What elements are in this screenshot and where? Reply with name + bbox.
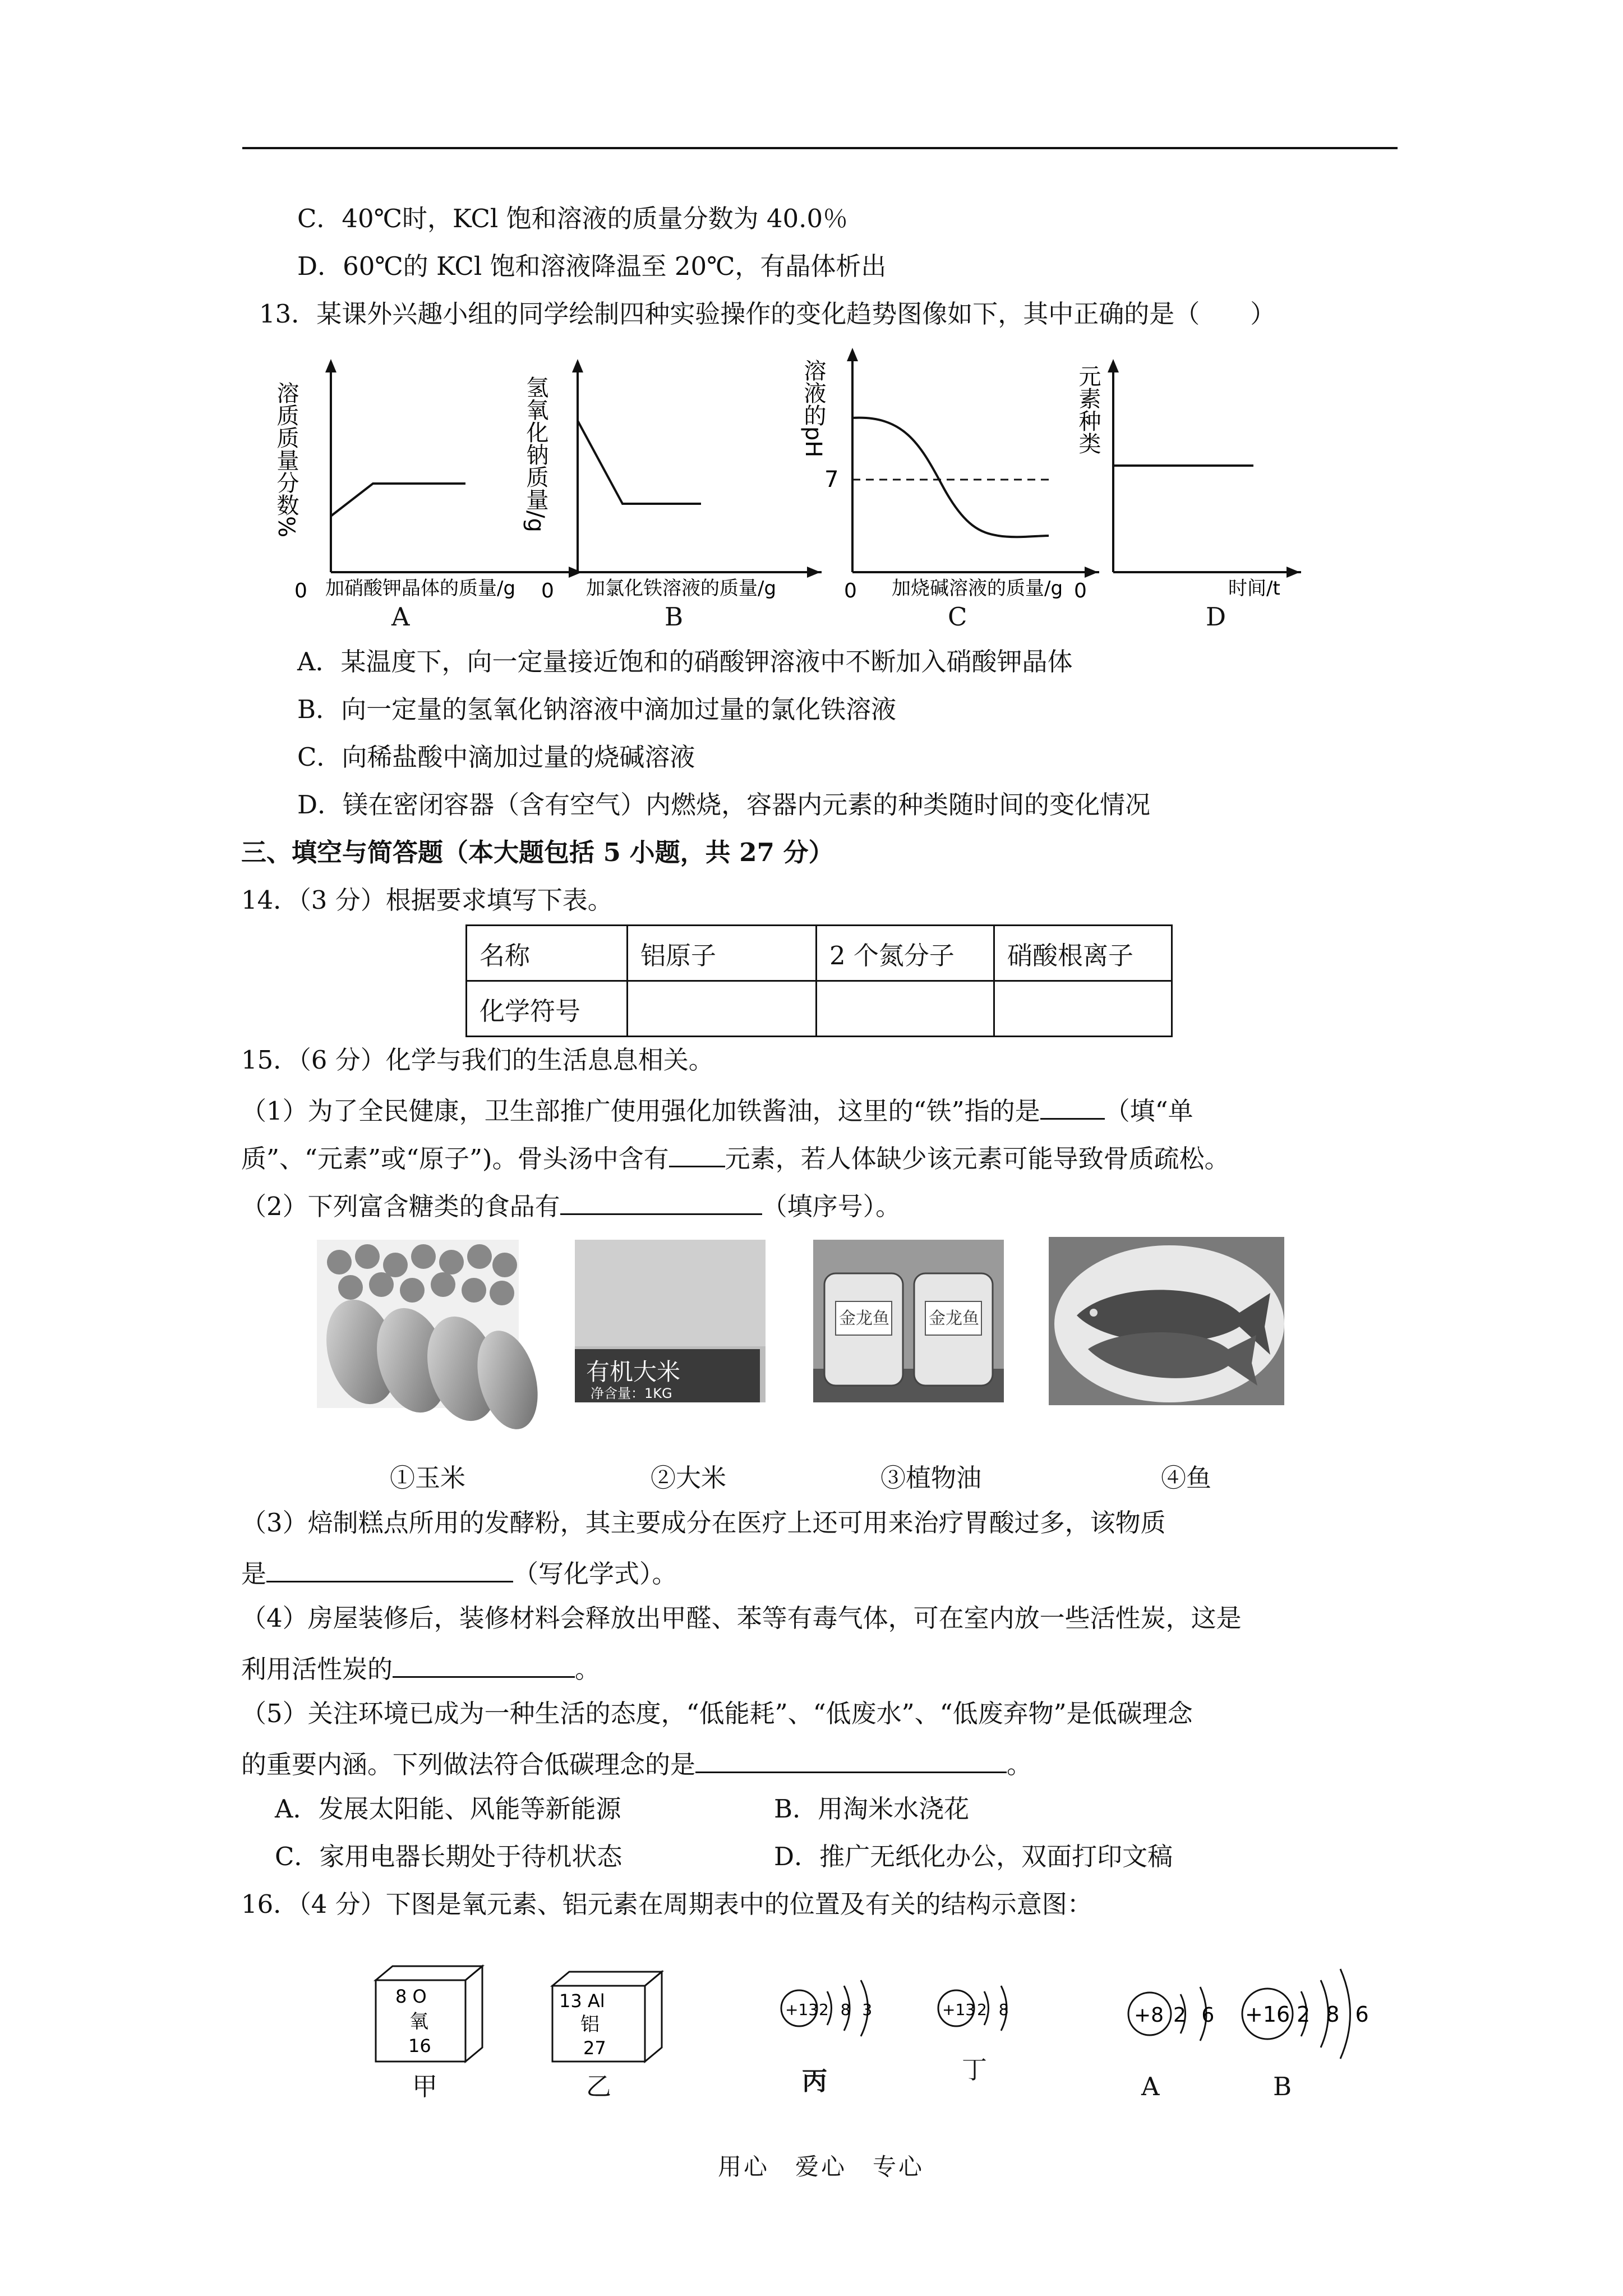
oil-label-1: 金龙鱼 — [839, 1309, 889, 1328]
box1-top: 8 O — [395, 1986, 427, 2007]
graph-a-ylabel: 溶质质量分数% — [273, 381, 299, 538]
table-row — [467, 981, 1172, 1037]
food-label-4: ④鱼 — [1161, 1463, 1212, 1493]
element-box-aluminum — [547, 1969, 681, 2081]
graph-c-ylabel: 溶液的pH — [800, 359, 826, 458]
blank-3[interactable] — [560, 1186, 762, 1215]
rice-sublabel: 净含量：1KG — [591, 1386, 672, 1401]
graph-b-origin: 0 — [541, 579, 554, 602]
graph-a-letter: A — [391, 602, 410, 632]
q15-part1-line1: （1）为了全民健康，卫生部推广使用强化加铁酱油，这里的“铁”指的是 （填“单 — [241, 1091, 1193, 1128]
atom-bing-label: 丙 — [802, 2066, 828, 2096]
blank-5[interactable] — [393, 1649, 575, 1678]
q15-part3-line2: 是 （写化学式）。 — [241, 1554, 677, 1591]
food-label-3: ③植物油 — [880, 1463, 982, 1493]
blank-6[interactable] — [695, 1745, 1007, 1773]
fish-photo — [1049, 1237, 1284, 1405]
atom-bing-nucleus: +13 — [785, 2000, 819, 2019]
q15-option-d: D．推广无纸化办公，双面打印文稿 — [774, 1842, 1173, 1871]
q15-option-c: C．家用电器长期处于待机状态 — [275, 1842, 623, 1871]
atom-b-label: B — [1273, 2072, 1292, 2101]
graph-c-letter: C — [948, 602, 967, 632]
q15-option-a: A．发展太阳能、风能等新能源 — [275, 1794, 621, 1824]
q15-part5-line1: （5）关注环境已成为一种生活的态度，“低能耗”、“低废水”、“低废弃物”是低碳理念 — [241, 1699, 1193, 1728]
element-box-oxygen — [370, 1963, 499, 2081]
graph-b-letter: B — [665, 602, 684, 632]
atom-ding — [931, 1969, 1021, 2053]
q14-stem: 14．（3 分）根据要求填写下表。 — [241, 885, 613, 915]
answer-cell[interactable] — [817, 981, 994, 1037]
q15-part4-line1: （4）房屋装修后，装修材料会释放出甲醛、苯等有毒气体，可在室内放一些活性炭，这是 — [241, 1603, 1242, 1633]
graph-d-xlabel: 时间/t — [1228, 577, 1280, 600]
food-label-1: ①玉米 — [390, 1463, 466, 1493]
table-row — [467, 926, 1172, 981]
graph-d — [1074, 348, 1301, 623]
header-rule — [242, 147, 1398, 149]
graph-a-origin: 0 — [294, 579, 307, 602]
atom-b — [1228, 1947, 1391, 2070]
graph-b-xlabel: 加氯化铁溶液的质量/g — [586, 577, 777, 600]
q13-option-a: A．某温度下，向一定量接近饱和的硝酸钾溶液中不断加入硝酸钾晶体 — [297, 647, 1073, 677]
q15-part2: （2）下列富含糖类的食品有 （填序号）。 — [241, 1186, 901, 1223]
graph-c-origin: 0 — [844, 579, 857, 602]
graph-b — [523, 348, 822, 623]
q15-part1-line2: 质”、“元素”或“原子”)。骨头汤中含有 元素，若人体缺少该元素可能导致骨质疏松。 — [241, 1139, 1230, 1176]
q13-option-d: D．镁在密闭容器（含有空气）内燃烧，容器内元素的种类随时间的变化情况 — [297, 790, 1151, 820]
blank-2[interactable] — [669, 1139, 725, 1167]
box2-top: 13 Al — [559, 1990, 605, 2012]
q15-part5-line2: 的重要内涵。下列做法符合低碳理念的是 。 — [241, 1745, 1032, 1782]
section-3-title: 三、填空与简答题（本大题包括 5 小题，共 27 分） — [241, 838, 834, 867]
oil-label-2: 金龙鱼 — [929, 1309, 979, 1328]
q16-stem: 16．（4 分）下图是氧元素、铝元素在周期表中的位置及有关的结构示意图： — [241, 1889, 1092, 1919]
q14-table — [465, 924, 1173, 1037]
table-cell: 名称 — [467, 926, 628, 981]
atom-ding-shells: 2 8 — [977, 2000, 1012, 2019]
atom-b-nucleus: +16 — [1245, 2002, 1290, 2027]
q15-stem: 15．（6 分）化学与我们的生活息息相关。 — [241, 1045, 714, 1075]
box1-name: 氧 — [409, 2010, 428, 2033]
q13-option-c: C．向稀盐酸中滴加过量的烧碱溶液 — [297, 742, 695, 772]
atom-bing-shells: 2 8 3 — [819, 2000, 876, 2019]
graph-d-letter: D — [1206, 602, 1227, 632]
table-cell: 化学符号 — [467, 981, 628, 1037]
graph-c-xlabel: 加烧碱溶液的质量/g — [892, 577, 1063, 600]
corn-photo — [317, 1240, 519, 1408]
graph-b-ylabel: 氢氧化钠质量/g — [523, 376, 548, 532]
graph-c — [796, 337, 1099, 623]
q15-part3-line1: （3）焙制糕点所用的发酵粉，其主要成分在医疗上还可用来治疗胃酸过多，该物质 — [241, 1508, 1166, 1538]
q12-option-c: C．40℃时，KCl 饱和溶液的质量分数为 40.0％ — [297, 204, 849, 233]
q12-option-d: D．60℃的 KCl 饱和溶液降温至 20℃，有晶体析出 — [297, 251, 887, 281]
graph-d-ylabel: 元素种类 — [1075, 365, 1101, 454]
box2-mass: 27 — [583, 2037, 606, 2059]
q13-option-b: B．向一定量的氢氧化钠溶液中滴加过量的氯化铁溶液 — [297, 694, 897, 724]
answer-cell[interactable] — [994, 981, 1172, 1037]
answer-cell[interactable] — [628, 981, 817, 1037]
table-cell: 硝酸根离子 — [994, 926, 1172, 981]
atom-b-shells: 2 8 6 — [1297, 2002, 1373, 2027]
table-cell: 2 个氮分子 — [817, 926, 994, 981]
oil-photo — [813, 1240, 1004, 1402]
blank-4[interactable] — [266, 1554, 513, 1582]
q13-stem: 13．某课外兴趣小组的同学绘制四种实验操作的变化趋势图像如下，其中正确的是（ ） — [259, 299, 1276, 329]
rice-label: 有机大米 — [586, 1358, 681, 1386]
graph-c-ref: 7 — [824, 467, 839, 493]
table-cell: 铝原子 — [628, 926, 817, 981]
rice-photo — [575, 1240, 766, 1402]
food-label-2: ②大米 — [651, 1463, 727, 1493]
box2-label: 乙 — [586, 2072, 612, 2101]
atom-a-shells: 2 6 — [1173, 2004, 1219, 2027]
atom-a-nucleus: +8 — [1134, 2004, 1164, 2027]
graph-d-origin: 0 — [1074, 579, 1087, 602]
atom-ding-nucleus: +13 — [942, 2000, 976, 2019]
atom-a — [1122, 1963, 1234, 2064]
atom-ding-label: 丁 — [962, 2055, 988, 2085]
box1-mass: 16 — [408, 2035, 431, 2056]
box2-name: 铝 — [580, 2013, 600, 2036]
box1-label: 甲 — [412, 2072, 438, 2101]
q15-option-b: B．用淘米水浇花 — [774, 1794, 970, 1824]
q15-part4-line2: 利用活性炭的 。 — [241, 1649, 600, 1686]
blank-1[interactable] — [1040, 1091, 1105, 1120]
page-footer: 用心 爱心 专心 — [718, 2153, 925, 2180]
atom-a-label: A — [1141, 2072, 1160, 2101]
graph-a-xlabel: 加硝酸钾晶体的质量/g — [325, 577, 516, 600]
atom-bing — [774, 1963, 886, 2059]
